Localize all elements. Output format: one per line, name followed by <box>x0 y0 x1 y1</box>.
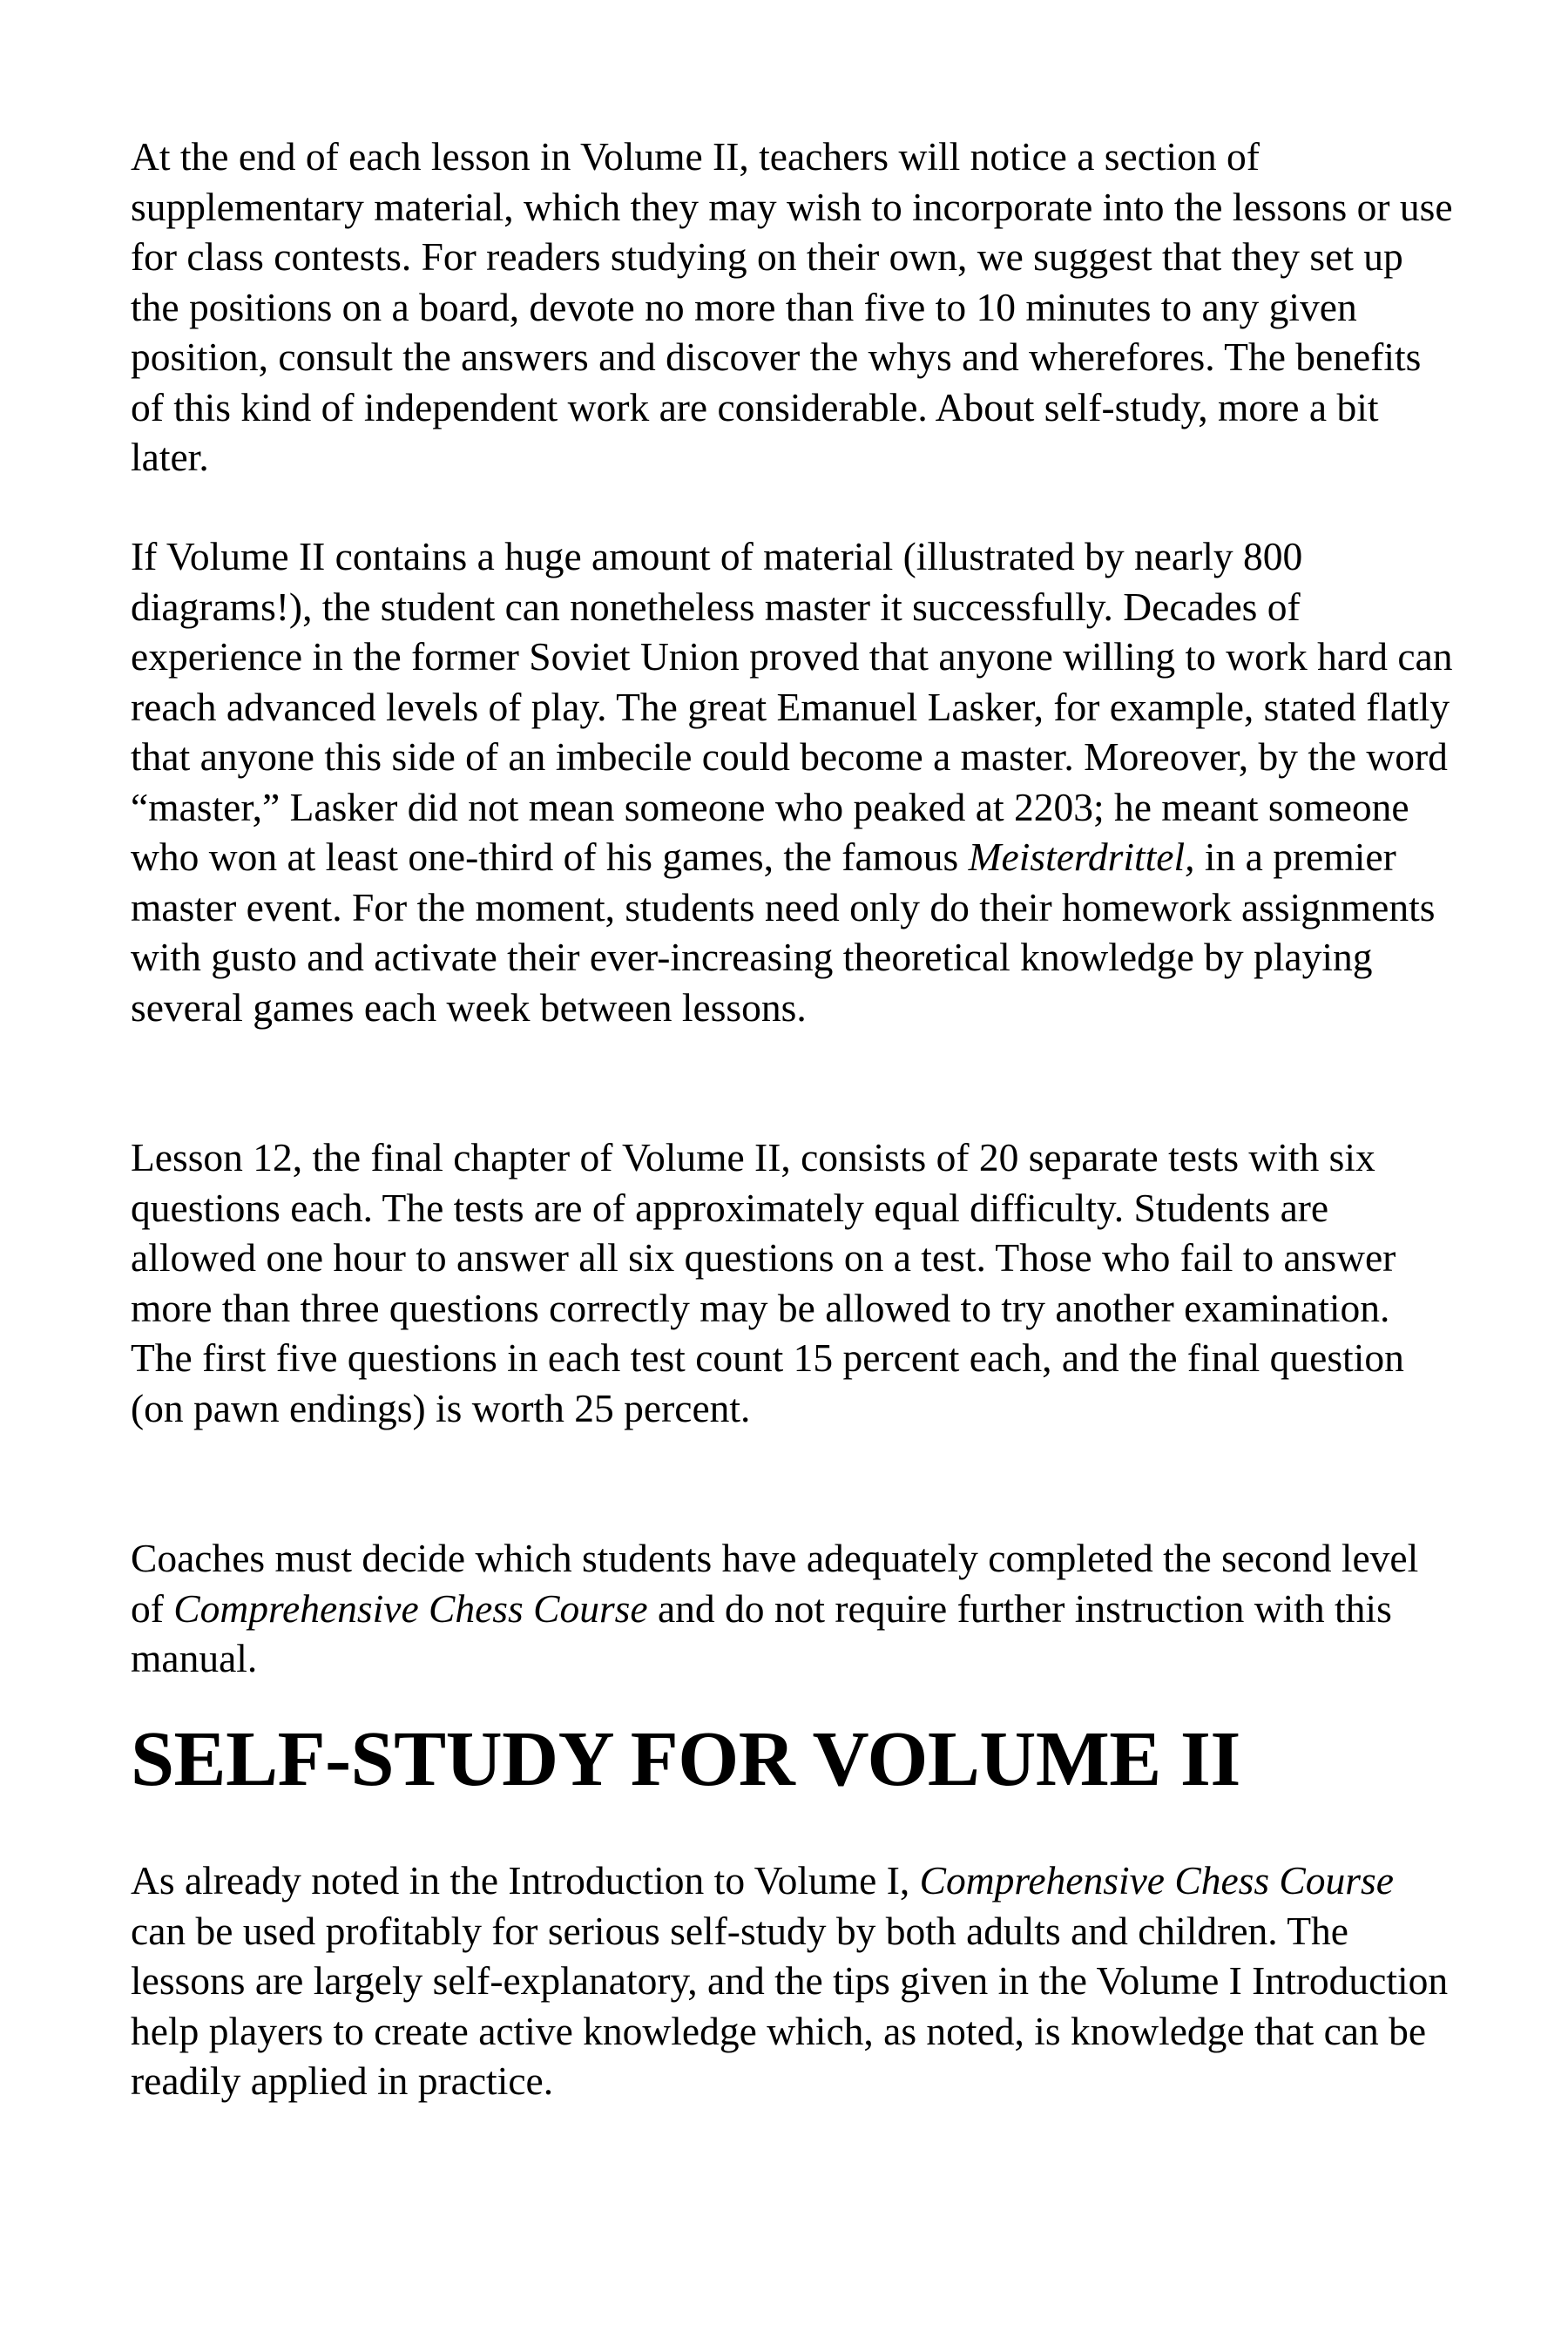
paragraph-lesson-12-tests <box>131 1132 1455 1433</box>
paragraph-text: At the end of each lesson in Volume II, teachers will notice a section of supplementary material, which they may wish to incorporate into the lessons or use for class contests. For readers studying on their own, we suggest that they set up the positions on a board, devote no more than five to 10 minutes to any given position, consult the answers and discover the whys and wherefores. The benefits of this kind of independent work are considerable. About self-study, more a bit later. <box>131 134 1453 479</box>
paragraph-text: and do not require further instruction with this manual. <box>131 1585 1392 1680</box>
paragraph-self-study <box>131 1855 1455 2106</box>
paragraph-text: Lesson 12, the final chapter of Volume II, consists of 20 separate tests with six questions each. The tests are of approximately equal difficulty. Students are allowed one hour to answer all six questions on a test. Those who fail to answer more than three questions correctly may be allowed to try another examination. The first five questions in each test count 15 percent each, and the final question (on pawn endings) is worth 25 percent. <box>131 1135 1404 1430</box>
italic-book-title: Comprehensive Chess Course <box>919 1858 1394 1903</box>
italic-term-meisterdrittel: Meisterdrittel, <box>968 835 1195 879</box>
italic-book-title: Comprehensive Chess Course <box>173 1585 648 1631</box>
paragraph-text: in a premier master event. For the moment, students need only do their homework assignments with gusto and activate their ever-increasing theoretical knowledge by playing several games each week between lessons. <box>131 835 1436 1030</box>
paragraph-coaches <box>131 1533 1455 1684</box>
paragraph-text: If Volume II contains a huge amount of material (illustrated by nearly 800 diagrams!), the student can nonetheless master it successfully. Decades of experience in the former Soviet Union proved that anyone willing to work hard can reach advanced levels of play. The great Emanuel Lasker, for example, stated flatly that anyone this side of an imbecile could become a master. Moreover, by the word “master,” Lasker did not mean someone who peaked at 2203; he meant someone who won at least one-third of his games, the famous <box>131 534 1453 879</box>
paragraph-text: As already noted in the Introduction to Volume I, <box>131 1858 920 1903</box>
paragraph-supplementary-material <box>131 132 1455 483</box>
paragraph-lasker-master <box>131 531 1455 1032</box>
section-heading: SELF-STUDY FOR VOLUME II <box>131 1716 1240 1802</box>
paragraph-text: can be used profitably for serious self-study by both adults and children. The lessons are largely self-explanatory, and the tips given in the Volume I Introduction help players to create active knowledge which, as noted, is knowledge that can be readily applied in practice. <box>131 1908 1449 2103</box>
paragraph-text: Coaches must decide which students have adequately completed the second level of <box>131 1536 1419 1631</box>
